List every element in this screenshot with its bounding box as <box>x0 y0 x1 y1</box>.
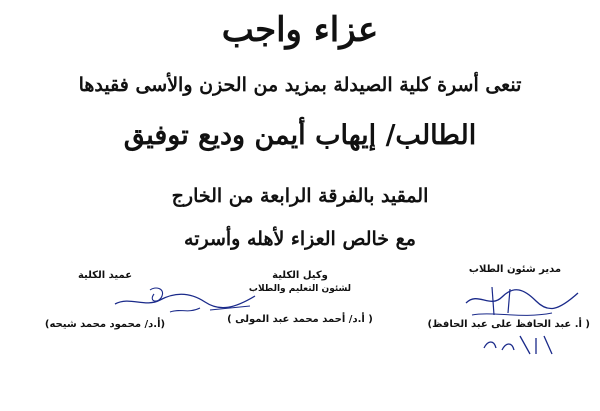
notice-title: عزاء واجب <box>221 10 379 50</box>
vice-dean-title: وكيل الكلية <box>272 270 328 281</box>
student-affairs-title: مدير شئون الطلاب <box>468 264 562 275</box>
vice-dean-subtitle: لشئون التعليم والطلاب <box>248 284 352 294</box>
student-name: الطالب/ إيهاب أيمن وديع توفيق <box>123 120 477 151</box>
student-affairs-name: ( أ. عبد الحافظ على عبد الحافظ) <box>427 319 590 330</box>
notice-intro: تنعى أسرة كلية الصيدلة بمزيد من الحزن والأسى فقيدها <box>78 74 522 96</box>
student-level: المقيد بالفرقة الرابعة من الخارج <box>171 185 429 207</box>
condolence-line: مع خالص العزاء لأهله وأسرته <box>184 228 416 250</box>
vice-dean-name: ( أ.د/ أحمد محمد عبد المولى ) <box>227 314 373 325</box>
dean-title: عميد الكلية <box>77 270 133 281</box>
dean-handwritten-signature <box>110 282 260 322</box>
dean-name: (أ.د/ محمود محمد شيحه) <box>44 319 166 330</box>
student-affairs-handwritten-signature <box>462 285 582 323</box>
handwritten-date <box>480 330 560 358</box>
